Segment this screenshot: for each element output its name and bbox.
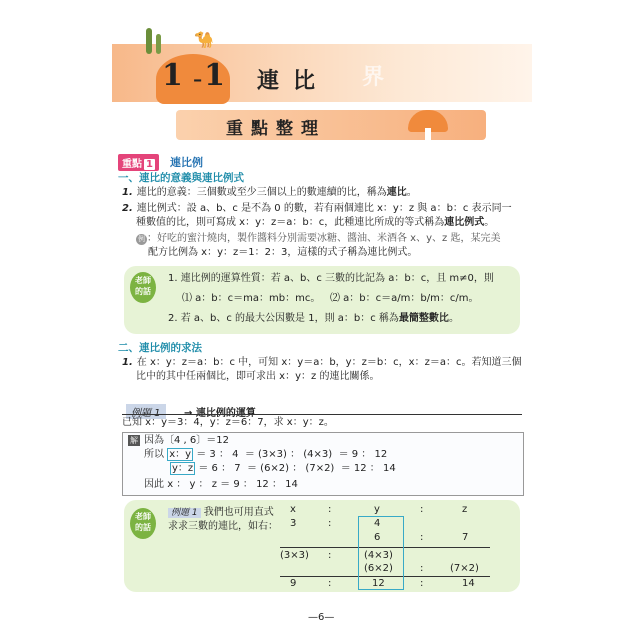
grid-head-z: z	[462, 504, 468, 515]
example-note: 例 ：好吃的蜜汁燒肉，製作醬料分別需要冰糖、醬油、米酒各 x、y、z 匙，某完美	[138, 233, 501, 244]
grid-cell: 3	[290, 518, 297, 529]
example-question: 已知 x：y＝3：4，y：z＝6：7，求 x：y：z。	[122, 417, 334, 428]
subheading-1: 一、連比的意義與連比例式	[118, 172, 244, 184]
key-points-label: 重點整理	[226, 119, 326, 139]
chapter-title: 連比	[257, 68, 330, 94]
tree-trunk	[425, 128, 431, 144]
teacher-badge: 老師 的話	[130, 272, 156, 303]
example-divider	[122, 414, 522, 415]
textbook-page	[112, 14, 532, 626]
solution-row-2: y：z ＝ 6 ： 7 ＝ (6×2) ： (7×2) ＝ 12 ： 14	[172, 463, 396, 474]
grid-colon: :	[328, 504, 332, 515]
grid-colon: :	[420, 578, 424, 589]
teacher-note-1: 1. 連比例的運算性質：若 a、b、c 三數的比記為 a：b：c，且 m≠0，則	[168, 273, 494, 284]
grid-cell: 14	[462, 578, 475, 589]
grid-head-y: y	[374, 504, 380, 515]
example-note-cont: 配方比例為 x：y：z＝1：2：3，這樣的式子稱為連比例式。	[148, 247, 418, 258]
grid-cell: (3×3)	[280, 550, 309, 561]
grid-cell: 9	[290, 578, 297, 589]
camel-icon: 🐪	[194, 30, 214, 49]
page-number: —6—	[308, 612, 335, 623]
grid-colon: :	[328, 518, 332, 529]
teacher-note-2: 2. 若 a、b、c 的最大公因數是 1，則 a：b：c 稱為最簡整數比。	[168, 313, 459, 324]
grid-cell: (4×3)	[364, 550, 393, 561]
solution-result: 因此 x ： y ： z ＝ 9 ： 12 ： 14	[144, 479, 298, 490]
grid-cell: 12	[372, 578, 385, 589]
grid-cell: (6×2)	[364, 563, 393, 574]
chapter-number: 1 –1	[162, 58, 228, 93]
grid-cell: 4	[374, 518, 381, 529]
solution-row-1: 所以 x：y ＝ 3 ： 4 ＝ (3×3) ： (4×3) ＝ 9 ： 12	[144, 449, 388, 460]
section-title: 連比例	[170, 156, 203, 169]
formula-2: ⑵ a：b：c＝a/m：b/m：c/m。	[330, 293, 479, 304]
teacher2-line-2: 求求三數的連比，如右：	[168, 521, 278, 532]
definition-2: 2. 連比例式：設 a、b、c 是不為 0 的數，若有兩個連比 x：y：z 與 a：b：c 表示同一	[122, 203, 512, 214]
formula-1: ⑴ a：b：c＝ma：mb：mc。	[182, 293, 321, 304]
example-icon: 例	[138, 235, 145, 243]
vertical-ratio-grid	[280, 504, 510, 588]
definition-1: 1. 連比的意義：三個數或至少三個以上的數連續的比，稱為連比。	[122, 187, 417, 198]
teacher-badge-2: 老師 的話	[130, 508, 156, 539]
watermark: 界	[362, 65, 385, 90]
grid-cell: 7	[462, 532, 469, 543]
grid-colon: :	[420, 504, 424, 515]
cactus-icon	[146, 28, 152, 54]
method-text-cont: 比中的其中任兩個比，即可求出 x：y：z 的連比關係。	[136, 371, 380, 382]
grid-colon: :	[420, 532, 424, 543]
grid-y-highlight	[358, 516, 404, 590]
teacher2-line-1: 例題 1 我們也可用直式	[168, 506, 274, 520]
grid-head-x: x	[290, 504, 296, 515]
definition-2-cont: 種數值的比，則可寫成 x：y：z＝a：b：c，此種連比所成的等式稱為連比例式。	[136, 217, 495, 228]
cactus-icon	[156, 34, 161, 54]
subheading-2: 二、連比例的求法	[118, 342, 202, 354]
method-text: 1. 在 x：y：z＝a：b：c 中，可知 x：y＝a：b，y：z＝b：c，x：z＝a：c。若知道三個	[122, 357, 522, 368]
solution-icon: 解	[130, 436, 138, 445]
grid-cell: 6	[374, 532, 381, 543]
key-point-badge: 重點 1	[118, 154, 159, 171]
grid-cell: (7×2)	[450, 563, 479, 574]
solution-line-1: 解 因為〔4 , 6〕＝12	[130, 435, 229, 446]
grid-colon: :	[420, 563, 424, 574]
grid-colon: :	[328, 550, 332, 561]
grid-colon: :	[328, 578, 332, 589]
